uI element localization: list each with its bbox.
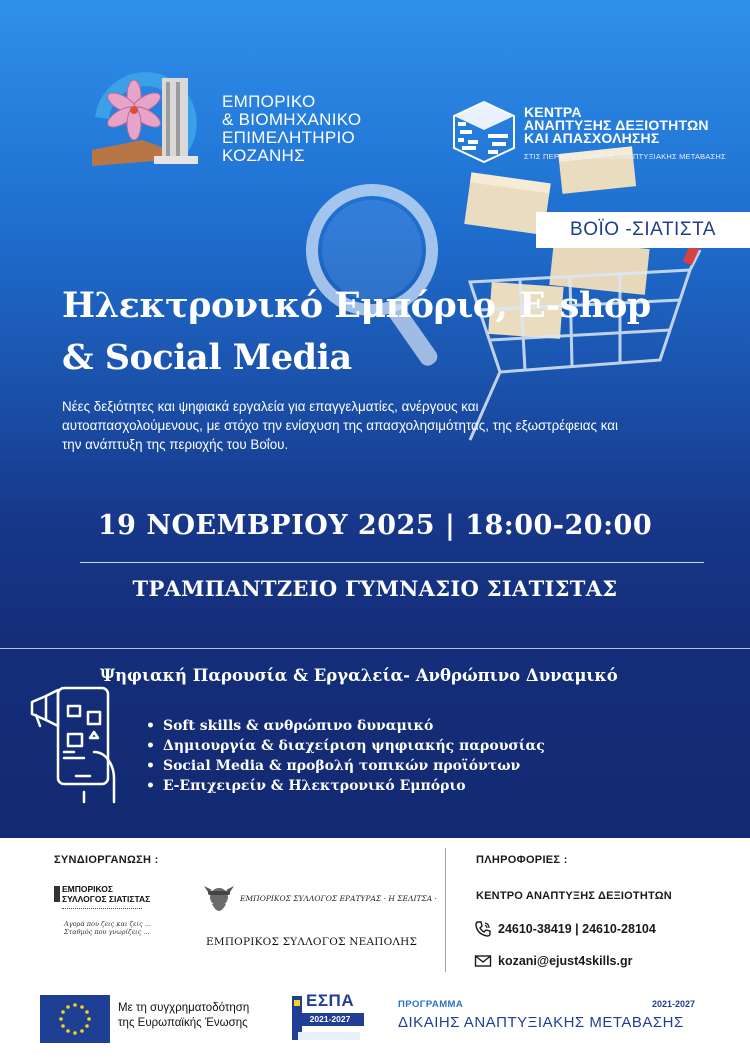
divider [62,908,142,909]
chamber-line: ΕΠΙΜΕΛΗΤΗΡΙΟ [222,128,356,147]
envelope-icon [474,952,492,970]
event-title-line: & Social Media [62,337,352,378]
eu-stars-icon [40,995,110,1043]
siatista-association-name: ΕΜΠΟΡΙΚΟΣ ΣΥΛΛΟΓΟΣ ΣΙΑΤΙΣΤΑΣ [62,884,151,904]
program-topics-list [146,716,545,796]
email-address[interactable]: kozani@ejust4skills.gr [498,954,633,968]
info-organization: ΚΕΝΤΡΟ ΑΝΑΠΤΥΞΗΣ ΔΕΞΙΟΤΗΤΩΝ [476,890,672,902]
siatista-association-motto: Αγορά που ζεις και ζεις ... Σταθμός που γνωρίζεις ... [64,920,151,936]
divider [445,848,446,972]
location-badge: ΒΟΪΟ -ΣΙΑΤΙΣΤΑ [536,212,750,248]
kad-line: ΚΕΝΤΡΑ [524,104,582,120]
kad-line: ΚΑΙ ΑΠΑΣΧΟΛΗΣΗΣ [524,130,660,146]
chamber-line: & ΒΙΟΜΗΧΑΝΙΚΟ [222,110,362,129]
eu-text-line: Με τη συγχρηματοδότηση [118,1002,250,1014]
program-label: ΠΡΟΓΡΑΜΜΑ [398,999,464,1010]
neapoli-association-name: ΕΜΠΟΡΙΚΟΣ ΣΥΛΛΟΓΟΣ ΝΕΑΠΟΛΗΣ [206,936,418,948]
program-years: 2021-2027 [652,999,696,1009]
list-item: • Social Media & προβολή τοπικών προϊόντων [146,756,545,776]
siatista-association-logo [52,884,62,904]
skills-centers-logo [448,96,520,168]
program-name: ΔΙΚΑΙΗΣ ΑΝΑΠΤΥΞΙΑΚΗΣ ΜΕΤΑΒΑΣΗΣ [398,1014,684,1031]
skills-centers-subtitle: ΣΤΙΣ ΠΕΡΙΟΧΕΣ ΔΙΚΑΙΗΣ ΑΝΑΠΤΥΞΙΑΚΗΣ ΜΕΤΑΒΑΣΗΣ [524,152,726,161]
eratyra-association-name: ΕΜΠΟΡΙΚΟΣ ΣΥΛΛΟΓΟΣ ΕΡΑΤΥΡΑΣ · Η ΣΕΛΙΤΣΑ · [240,894,437,903]
skills-centers-name [524,106,709,145]
list-item: • Ε-Επιχειρείν & Ηλεκτρονικό Εμπόριο [146,776,545,796]
info-title: ΠΛΗΡΟΦΟΡΙΕΣ : [476,854,568,866]
eu-flag [40,995,110,1043]
event-description: Νέες δεξιότητες και ψηφιακά εργαλεία για επαγγελματίες, ανέργους και αυτοαπασχολούμενους, με στόχο την ενίσχυση της απασχολησιμότητας, της εξωστρέφειας και την ανάπτυξη της περιοχής του Βοΐου. [62,399,618,452]
chamber-line: ΚΟΖΑΝΗΣ [222,146,305,165]
event-venue: ΤΡΑΜΠΑΝΤΖΕΙΟ ΓΥΜΝΑΣΙΟ ΣΙΑΤΙΣΤΑΣ [132,576,618,601]
chamber-of-commerce-logo [82,58,220,170]
event-date-time: 19 ΝΟΕΜΒΡΙΟΥ 2025 | 18:00-20:00 [97,510,653,541]
phone-numbers[interactable]: 24610-38419 | 24610-28104 [498,922,656,936]
divider [80,562,704,563]
hermes-head-logo [202,882,236,918]
list-item: • Soft skills & ανθρώπινο δυναμικό [146,716,545,736]
espa-wordmark: ΕΣΠΑ [306,991,355,1010]
email-row [474,952,632,970]
poster-footer [0,838,750,1060]
phone-row [474,920,656,938]
list-item: • Δημιουργία & διαχείριση ψηφιακής παρουσίας [146,736,545,756]
chamber-name [222,93,361,165]
espa-years: 2021-2027 [296,1013,364,1026]
program-title: Ψηφιακή Παρουσία & Εργαλεία- Ανθρώπινο Δυναμικό [100,666,618,685]
event-title [62,280,651,384]
event-title-line: Ηλεκτρονικό Εμπόριο, E-shop [62,285,651,326]
smartphone-megaphone-icon [28,682,124,806]
phone-icon [474,920,492,938]
divider [0,648,750,649]
eu-text-line: της Ευρωπαϊκής Ένωσης [118,1017,248,1029]
eu-cofunding-text [118,1001,249,1031]
coorganization-title: ΣΥΝΔΙΟΡΓΑΝΩΣΗ : [54,854,159,866]
kad-line: ΑΝΑΠΤΥΞΗΣ ΔΕΞΙΟΤΗΤΩΝ [524,117,709,133]
chamber-line: ΕΜΠΟΡΙΚΟ [222,92,316,111]
